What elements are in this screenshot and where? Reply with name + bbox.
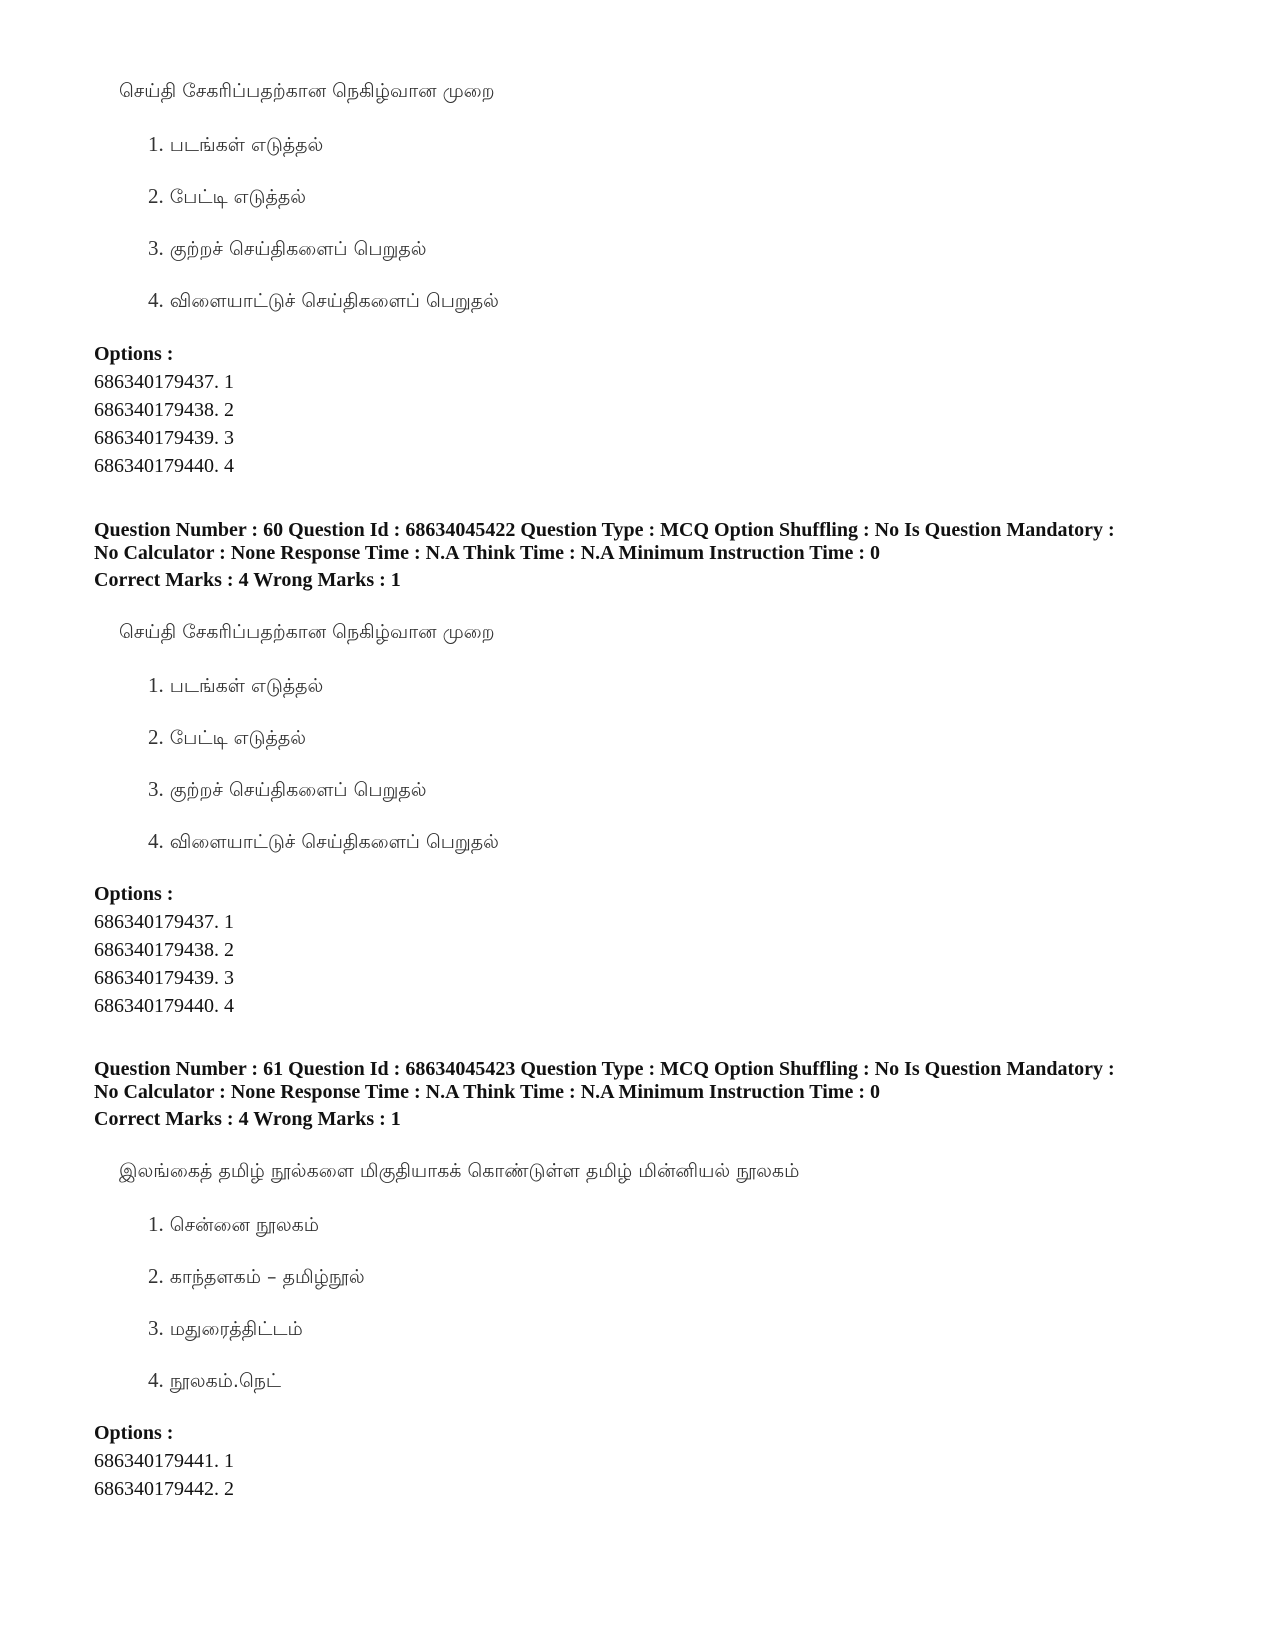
answer-choice-4: 4. விளையாட்டுச் செய்திகளைப் பெறுதல் [148, 288, 499, 312]
options-label: Options : [94, 343, 174, 365]
option-id-row: 686340179439. 3 [94, 427, 234, 449]
question-meta-line-1: Question Number : 61 Question Id : 68634045423 Question Type : MCQ Option Shuffling : No Is Question Mandatory : [94, 1058, 1115, 1080]
question-meta-line-1: Question Number : 60 Question Id : 68634045422 Question Type : MCQ Option Shuffling : No Is Question Mandatory : [94, 519, 1115, 541]
answer-choice-2: 2. பேட்டி எடுத்தல் [148, 725, 306, 749]
answer-choice-1: 1. சென்னை நூலகம் [148, 1212, 320, 1236]
answer-choice-3: 3. மதுரைத்திட்டம் [148, 1316, 303, 1340]
answer-choice-3: 3. குற்றச் செய்திகளைப் பெறுதல் [148, 777, 427, 801]
answer-choice-4: 4. நூலகம்.நெட் [148, 1368, 282, 1392]
options-label: Options : [94, 1422, 174, 1444]
answer-choice-4: 4. விளையாட்டுச் செய்திகளைப் பெறுதல் [148, 829, 499, 853]
marks-info: Correct Marks : 4 Wrong Marks : 1 [94, 569, 401, 591]
question-meta-line-2: No Calculator : None Response Time : N.A Think Time : N.A Minimum Instruction Time : 0 [94, 1081, 880, 1103]
option-id-row: 686340179437. 1 [94, 911, 234, 933]
answer-choice-3: 3. குற்றச் செய்திகளைப் பெறுதல் [148, 236, 427, 260]
options-label: Options : [94, 883, 174, 905]
option-id-row: 686340179441. 1 [94, 1450, 234, 1472]
option-id-row: 686340179438. 2 [94, 399, 234, 421]
answer-choice-1: 1. படங்கள் எடுத்தல் [148, 132, 324, 156]
option-id-row: 686340179439. 3 [94, 967, 234, 989]
option-id-row: 686340179438. 2 [94, 939, 234, 961]
marks-info: Correct Marks : 4 Wrong Marks : 1 [94, 1108, 401, 1130]
option-id-row: 686340179440. 4 [94, 995, 234, 1017]
answer-choice-1: 1. படங்கள் எடுத்தல் [148, 673, 324, 697]
option-id-row: 686340179442. 2 [94, 1478, 234, 1500]
question-stem: இலங்கைத் தமிழ் நூல்களை மிகுதியாகக் கொண்டுள்ள தமிழ் மின்னியல் நூலகம் [119, 1160, 800, 1182]
question-meta-line-2: No Calculator : None Response Time : N.A Think Time : N.A Minimum Instruction Time : 0 [94, 542, 880, 564]
answer-choice-2: 2. பேட்டி எடுத்தல் [148, 184, 306, 208]
option-id-row: 686340179437. 1 [94, 371, 234, 393]
question-meta [94, 1058, 1204, 1104]
question-stem: செய்தி சேகரிப்பதற்கான நெகிழ்வான முறை [119, 621, 495, 643]
question-stem: செய்தி சேகரிப்பதற்கான நெகிழ்வான முறை [119, 80, 495, 102]
question-meta [94, 519, 1204, 565]
option-id-row: 686340179440. 4 [94, 455, 234, 477]
answer-choice-2: 2. காந்தளகம் – தமிழ்நூல் [148, 1264, 365, 1288]
